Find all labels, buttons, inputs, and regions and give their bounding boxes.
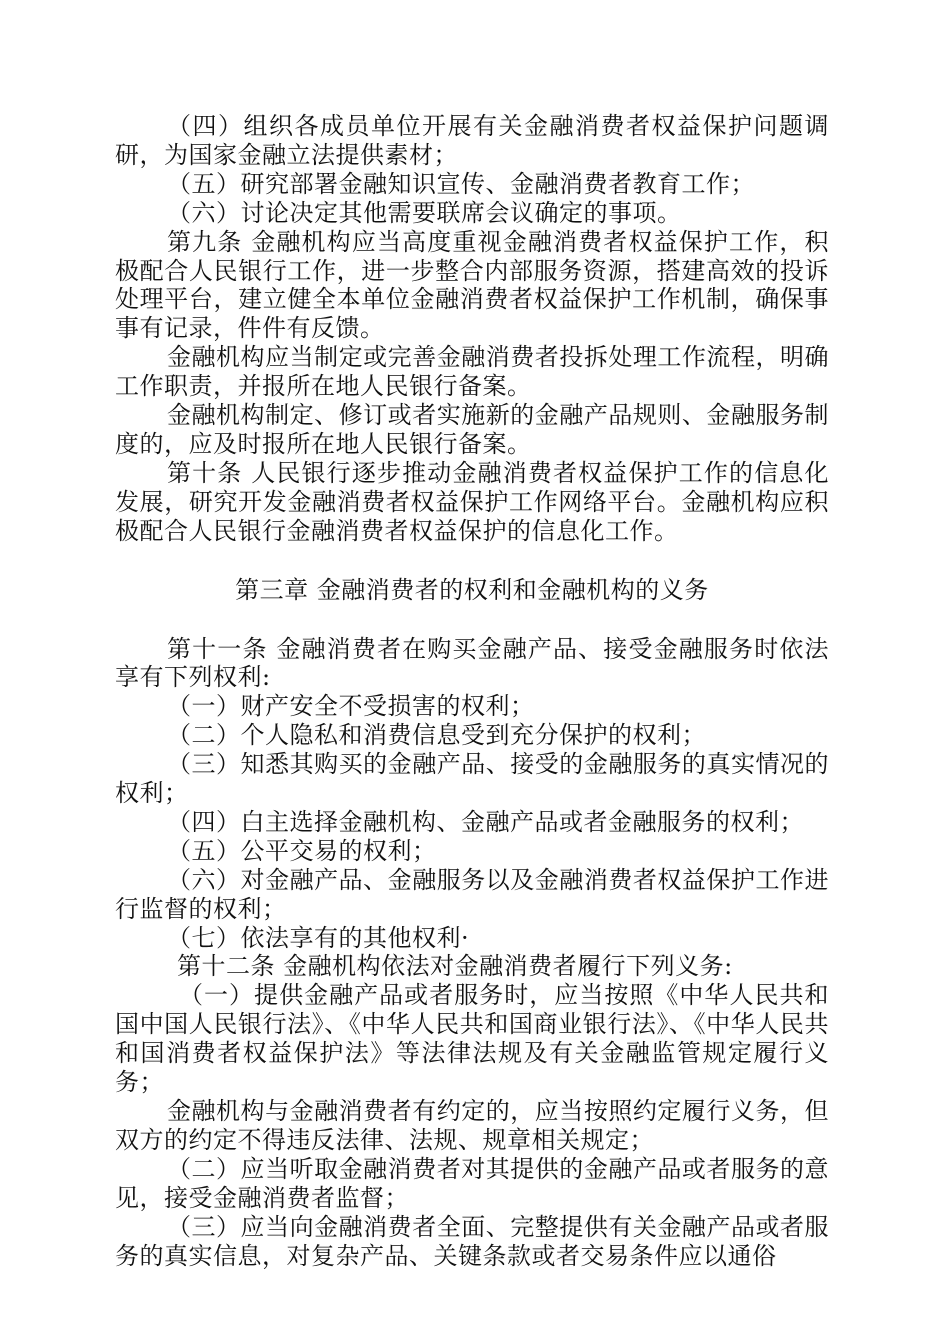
article-9-para-2: 金融机构应当制定或完善金融消费者投拆处理工作流程，明确工作职责，并报所在地人民银行备案。 (115, 343, 829, 401)
article-9-para-3: 金融机构制定、修订或者实施新的金融产品规则、金融服务制度的，应及时报所在地人民银行备案。 (115, 401, 829, 458)
paragraph-item-4: （四）组织各成员单位开展有关金融消费者权益保护问题调研，为国家金融立法提供素材； (115, 112, 829, 169)
duty-item-1: （一）提供金融产品或者服务时，应当按照《中华人民共和国中国人民银行法》、《中华人民共和国商业银行法》、《中华人民共和国消费者权益保护法》等法律法规及有关金融监管规定履行义务； (115, 981, 829, 1097)
right-item-4: （四）白主选择金融机构、金融产品或者金融服务的权利； (167, 807, 804, 836)
right-item-2: （二）个人隐私和消费信息受到充分保护的权利； (167, 721, 706, 750)
paragraph-item-6: （六）讨论决定其他需要联席会议确定的事项。 (167, 198, 682, 227)
article-12: 第十二条 金融机构依法对金融消费者履行下列义务: (177, 952, 733, 981)
duty-item-1-para-2: 金融机构与金融消费者有约定的，应当按照约定履行义务，但双方的约定不得违反法律、法规、规章相关规定； (115, 1097, 829, 1154)
document-page (115, 112, 829, 1270)
article-9: 第九条 金融机构应当高度重视金融消费者权益保护工作，积极配合人民银行工作，进一步整合内部服务资源，搭建高效的投诉处理平台，建立健全本单位金融消费者权益保护工作机制，确保事事有记录，件件有反馈。 (115, 227, 829, 343)
article-11: 第十一条 金融消费者在购买金融产品、接受金融服务时依法享有下列权利: (115, 634, 829, 692)
right-item-6: （六）对金融产品、金融服务以及金融消费者权益保护工作进行监督的权利； (115, 865, 829, 923)
chapter-heading: 第三章 金融消费者的权利和金融机构的义务 (235, 575, 709, 604)
article-10: 第十条 人民银行逐步推动金融消费者权益保护工作的信息化发展，研究开发金融消费者权益保护工作网络平台。金融机构应积极配合人民银行金融消费者权益保护的信息化工作。 (115, 458, 829, 545)
right-item-5: （五）公平交易的权利； (167, 836, 437, 865)
right-item-3: （三）知悉其购买的金融产品、接受的金融服务的真实情况的权利； (115, 750, 829, 808)
paragraph-item-5: （五）研究部署金融知识宣传、金融消费者教育工作； (167, 169, 755, 198)
right-item-7: （七）依法享有的其他权利· (167, 923, 470, 952)
duty-item-2: （二）应当听取金融消费者对其提供的金融产品或者服务的意见，接受金融消费者监督； (115, 1154, 829, 1212)
right-item-1: （一）财产安全不受损害的权利； (167, 692, 535, 721)
duty-item-3: （三）应当向金融消费者全面、完整提供有关金融产品或者服务的真实信息，对复杂产品、关键条款或者交易条件应以通俗 (115, 1212, 829, 1270)
